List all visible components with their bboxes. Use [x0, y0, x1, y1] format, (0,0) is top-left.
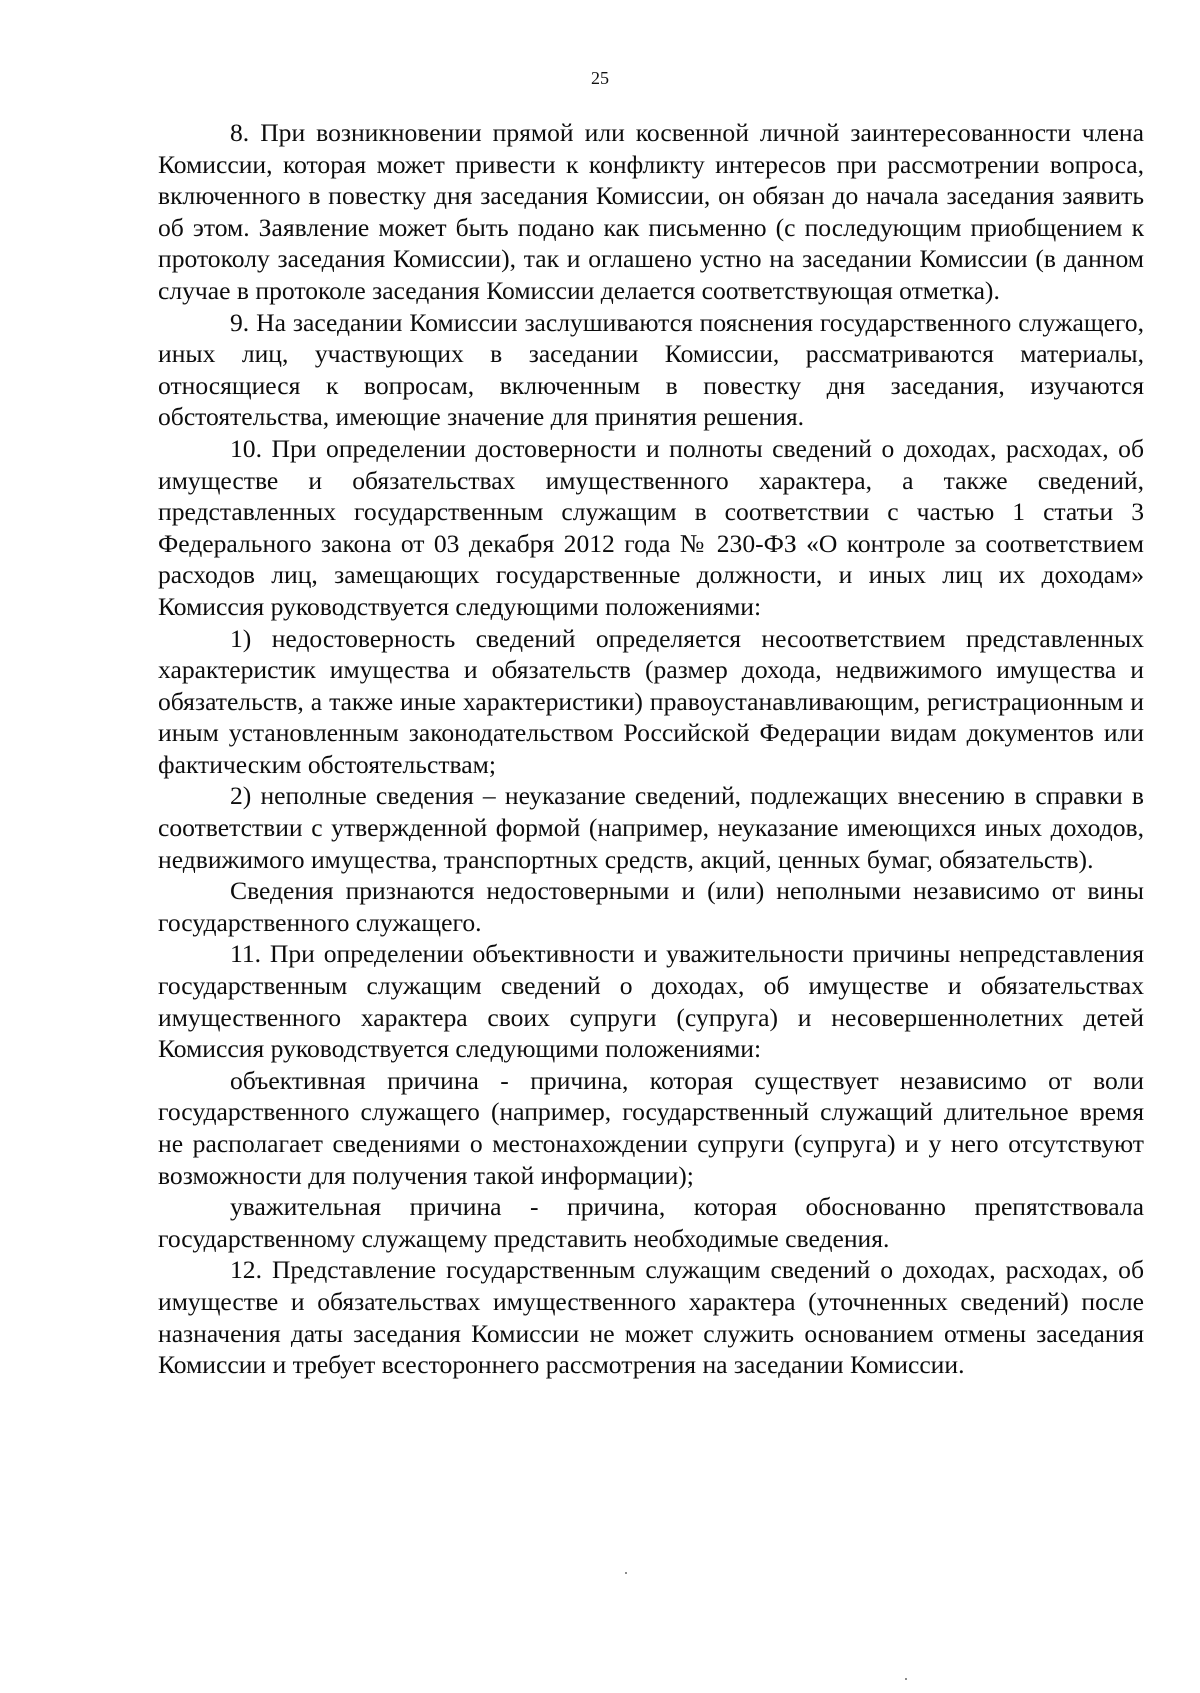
paragraph-10-note: Сведения признаются недостоверными и (или) неполными независимо от вины государственного служащего.: [158, 876, 1144, 937]
paragraph-10: 10. При определении достоверности и полноты сведений о доходах, расходах, об имуществе и обязательствах имущественного характера, а также сведений, представленных государственным служащим в соответствии с частью 1 статьи 3 Федерального закона от 03 декабря 2012 года № 230-ФЗ «О контроле за соответствием расходов лиц, замещающих государственные должности, и иных лиц их доходам» Комиссия руководствуется следующими положениями:: [158, 433, 1144, 621]
document-body: [158, 117, 1144, 1381]
scan-speck: [905, 1678, 907, 1680]
paragraph-10-item-1: 1) недостоверность сведений определяется несоответствием представленных характеристик имущества и обязательств (размер дохода, недвижимого имущества и обязательств, а также иные характеристики) правоустанавливающим, регистрационным и иным установленным законодательством Российской Федерации видам документов или фактическим обстоятельствам;: [158, 623, 1144, 779]
paragraph-10-item-2: 2) неполные сведения – неуказание сведений, подлежащих внесению в справки в соответствии с утвержденной формой (например, неуказание имеющихся иных доходов, недвижимого имущества, транспортных средств, акций, ценных бумаг, обязательств).: [158, 781, 1144, 874]
paragraph-12: 12. Представление государственным служащим сведений о доходах, расходах, об имуществе и обязательствах имущественного характера (уточненных сведений) после назначения даты заседания Комиссии не может служить основанием отмены заседания Комиссии и требует всестороннего рассмотрения на заседании Комиссии.: [158, 1255, 1144, 1380]
paragraph-11-objective-reason: объективная причина - причина, которая существует независимо от воли государственного служащего (например, государственный служащий длительное время не располагает сведениями о местонахождении супруги (супруга) и у него отсутствуют возможности для получения такой информации);: [158, 1065, 1144, 1190]
page-number: 25: [591, 68, 609, 88]
paragraph-8: 8. При возникновении прямой или косвенной личной заинтересованности члена Комиссии, которая может привести к конфликту интересов при рассмотрении вопроса, включенного в повестку дня заседания Комиссии, он обязан до начала заседания заявить об этом. Заявление может быть подано как письменно (с последующим приобщением к протоколу заседания Комиссии), так и оглашено устно на заседании Комиссии (в данном случае в протоколе заседания Комиссии делается соответствующая отметка).: [158, 118, 1144, 305]
paragraph-9: 9. На заседании Комиссии заслушиваются пояснения государственного служащего, иных лиц, участвующих в заседании Комиссии, рассматриваются материалы, относящиеся к вопросам, включенным в повестку дня заседания, изучаются обстоятельства, имеющие значение для принятия решения.: [158, 307, 1144, 432]
scan-speck: [625, 1572, 627, 1574]
paragraph-11-valid-reason: уважительная причина - причина, которая обоснованно препятствовала государственному служащему представить необходимые сведения.: [158, 1192, 1144, 1253]
paragraph-11: 11. При определении объективности и уважительности причины непредставления государственным служащим сведений о доходах, об имуществе и обязательствах имущественного характера своих супруги (супруга) и несовершеннолетних детей Комиссия руководствуется следующими положениями:: [158, 939, 1144, 1064]
